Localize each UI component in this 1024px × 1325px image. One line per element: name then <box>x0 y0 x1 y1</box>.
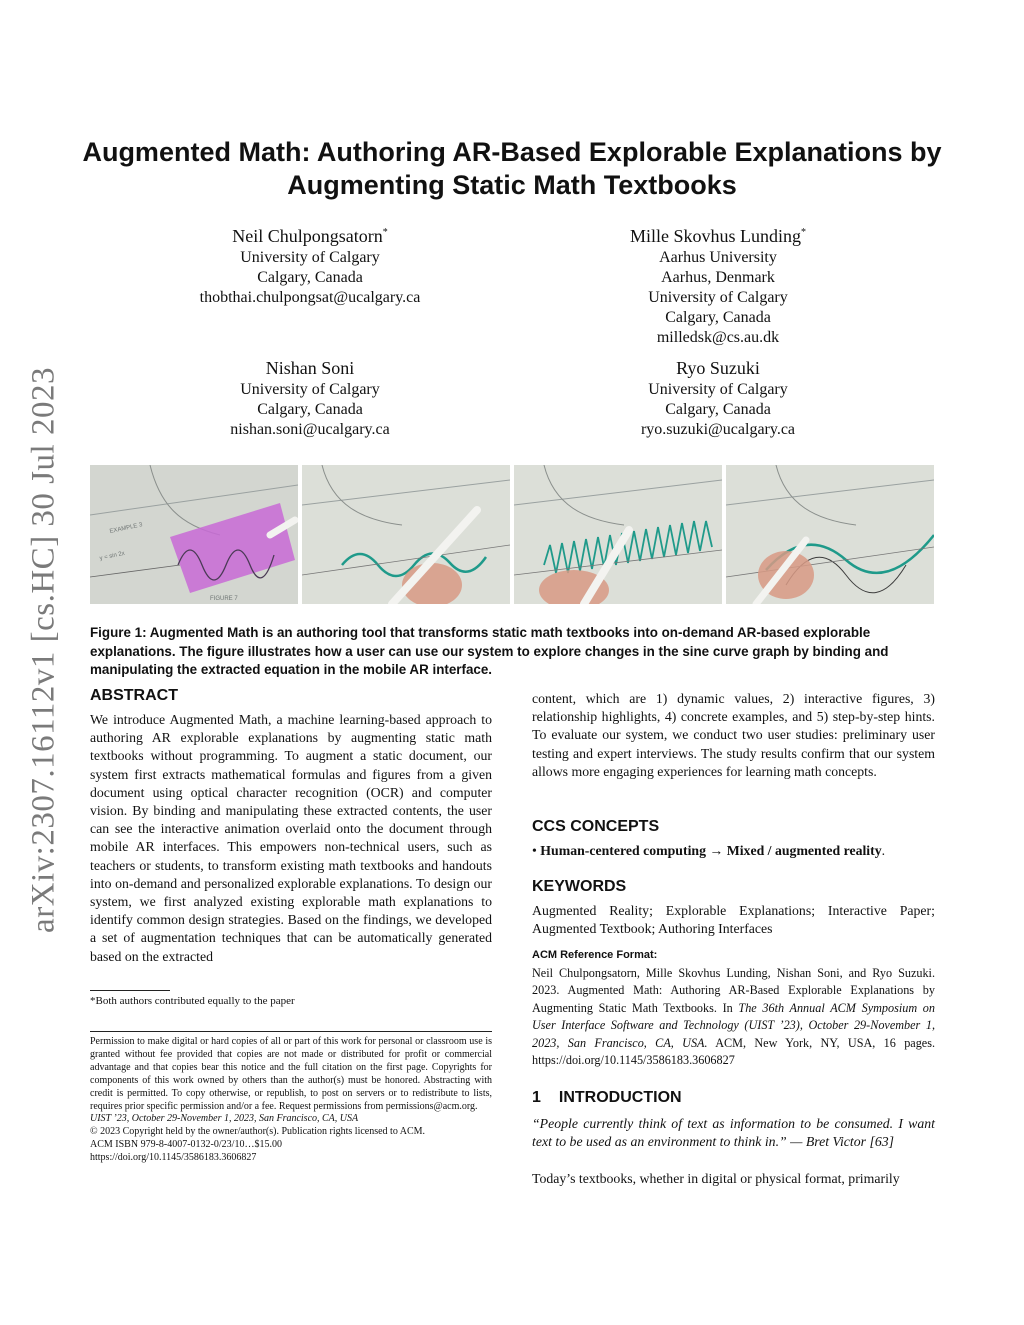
equal-contribution-mark: * <box>801 227 806 238</box>
footnote-rule <box>90 990 170 991</box>
figure-caption: Figure 1: Augmented Math is an authoring tool that transforms static math textbooks into on-demand AR-based explorable explanations. The figure illustrates how a user can use our system to explore changes in the sine curve graph by binding and manipulating the extracted equation in the mobile AR interface. <box>90 625 889 677</box>
location: Calgary, Canada <box>665 401 771 418</box>
permission-block <box>90 1036 492 1165</box>
keywords-heading: KEYWORDS <box>532 878 627 895</box>
footnote: *Both authors contributed equally to the paper <box>90 995 295 1007</box>
author-name: Mille Skovhus Lunding <box>629 226 801 246</box>
location: Calgary, Canada <box>665 309 771 326</box>
affiliation: University of Calgary <box>648 289 788 306</box>
ccs-concepts <box>532 842 935 860</box>
teaser-figure <box>90 465 934 604</box>
ccs-arrow: → <box>709 843 724 858</box>
affiliation: University of Calgary <box>648 381 788 398</box>
isbn: ACM ISBN 979-8-4007-0132-0/23/10…$15.00 <box>90 1139 282 1151</box>
permission-rule <box>90 1031 492 1032</box>
location: Aarhus, Denmark <box>661 269 775 286</box>
acm-reference-heading: ACM Reference Format: <box>532 949 658 961</box>
reference-authors: Neil Chulpongsatorn, Mille Skovhus Lunding, Nishan Soni, and Ryo Suzuki. 2023. Augmented Math: Authoring AR-Based Explorable Explanations by Augmenting Static Math Textbooks. In <box>532 966 935 1015</box>
abstract-text: We introduce Augmented Math, a machine learning-based approach to authoring AR explorable explanations by augmenting static math textbooks without programming. To augment a static document, our system first extracts mathematical formulas and figures from a given document using optical character recognition (OCR) and computer vision. By binding and manipulating these extracted contents, the user can see the interactive animation overlaid onto the document through mobile AR interfaces. This empowers non-technical users, such as teachers or students, to transform existing math textbooks and handouts into on-demand and personalized explorable explanations. To design our system, we first analyzed existing explorable math explanations to identify common design strategies. Based on the findings, we developed a set of augmentation techniques that can be automatically generated based on the extracted <box>90 712 492 964</box>
affiliation: University of Calgary <box>240 381 380 398</box>
textbook-example-label: EXAMPLE 3 <box>109 522 144 535</box>
figure-panel-1 <box>90 465 298 604</box>
author-block <box>568 221 868 348</box>
author-block <box>160 357 460 440</box>
arxiv-identifier: arXiv:2307.16112v1 [cs.HC] 30 Jul 2023 <box>25 367 62 933</box>
email: milledsk@cs.au.dk <box>656 329 780 346</box>
author-name: Nishan Soni <box>265 358 355 378</box>
email: nishan.soni@ucalgary.ca <box>230 421 390 438</box>
location: Calgary, Canada <box>257 401 363 418</box>
ccs-bullet: • <box>532 843 537 858</box>
email: ryo.suzuki@ucalgary.ca <box>640 421 796 438</box>
ccs-term: Human-centered computing <box>540 843 706 858</box>
section-title: INTRODUCTION <box>558 1089 682 1106</box>
abstract-continued: content, which are 1) dynamic values, 2) interactive figures, 3) relationship highlights, 4) concrete examples, and 5) step-by-step hints. To evaluate our system, we conduct two user studies: preliminary user testing and expert interviews. The study results confirm that our system allows more engaging experiences for learning math concepts. <box>532 691 935 779</box>
textbook-figure-label: FIGURE 7 <box>210 596 238 602</box>
ccs-heading: CCS CONCEPTS <box>532 818 660 835</box>
doi-link[interactable]: https://doi.org/10.1145/3586183.3606827 <box>90 1152 257 1164</box>
affiliation: Aarhus University <box>659 249 777 266</box>
paper-title: Augmented Math: Authoring AR-Based Explorable Explanations by Augmenting Static Math Textbooks <box>82 137 942 200</box>
ccs-period: . <box>881 843 886 858</box>
figure-panel-4 <box>726 465 934 604</box>
equal-contribution-mark: * <box>382 227 388 238</box>
reference-venue: The 36th Annual ACM Symposium on User Interface Software and Technology (UIST ’23), October 29-November 1, 2023, San Francisco, CA, USA. <box>532 1000 935 1050</box>
acm-reference <box>532 965 935 1069</box>
location: Calgary, Canada <box>257 269 363 286</box>
abstract-heading: ABSTRACT <box>90 687 178 704</box>
copyright-notice: © 2023 Copyright held by the owner/author(s). Publication rights licensed to ACM. <box>90 1126 426 1138</box>
author-name: Neil Chulpongsatorn <box>232 226 383 246</box>
permission-text: Permission to make digital or hard copies of all or part of this work for personal or classroom use is granted without fee provided that copies are not made or distributed for profit or commercial advantage and that copies bear this notice and the full citation on the first page. Copyrights for components of this work owned by others than the author(s) must be honored. Abstracting with credit is permitted. To copy otherwise, or republish, to post on servers or to redistribute to lists, requires prior specific permission and/or a fee. Request permissions from permissions@acm.org. <box>90 1036 492 1112</box>
author-block <box>160 221 460 308</box>
section-number: 1 <box>532 1089 541 1106</box>
email: thobthai.chulpongsat@ucalgary.ca <box>199 289 421 306</box>
ccs-subterm: Mixed / augmented reality <box>726 843 882 858</box>
textbook-equation: y = sin 2x <box>99 550 126 562</box>
introduction-quote: “People currently think of text as information to be consumed. I want text to be used as an environment to think in.” — Bret Victor [63] <box>532 1116 935 1150</box>
affiliation: University of Calgary <box>240 249 380 266</box>
introduction-text: Today’s textbooks, whether in digital or physical format, primarily <box>532 1171 900 1186</box>
reference-tail[interactable]: ACM, New York, NY, USA, 16 pages. https://doi.org/10.1145/3586183.3606827 <box>532 1035 935 1068</box>
introduction-heading <box>532 1089 682 1107</box>
figure-panel-2 <box>302 465 510 604</box>
conference-venue: UIST ’23, October 29-November 1, 2023, San Francisco, CA, USA <box>90 1113 359 1125</box>
author-block <box>568 357 868 440</box>
keywords-text: Augmented Reality; Explorable Explanations; Interactive Paper; Augmented Textbook; Authoring Interfaces <box>532 903 935 937</box>
figure-panel-3 <box>514 465 722 604</box>
author-name: Ryo Suzuki <box>676 358 760 378</box>
